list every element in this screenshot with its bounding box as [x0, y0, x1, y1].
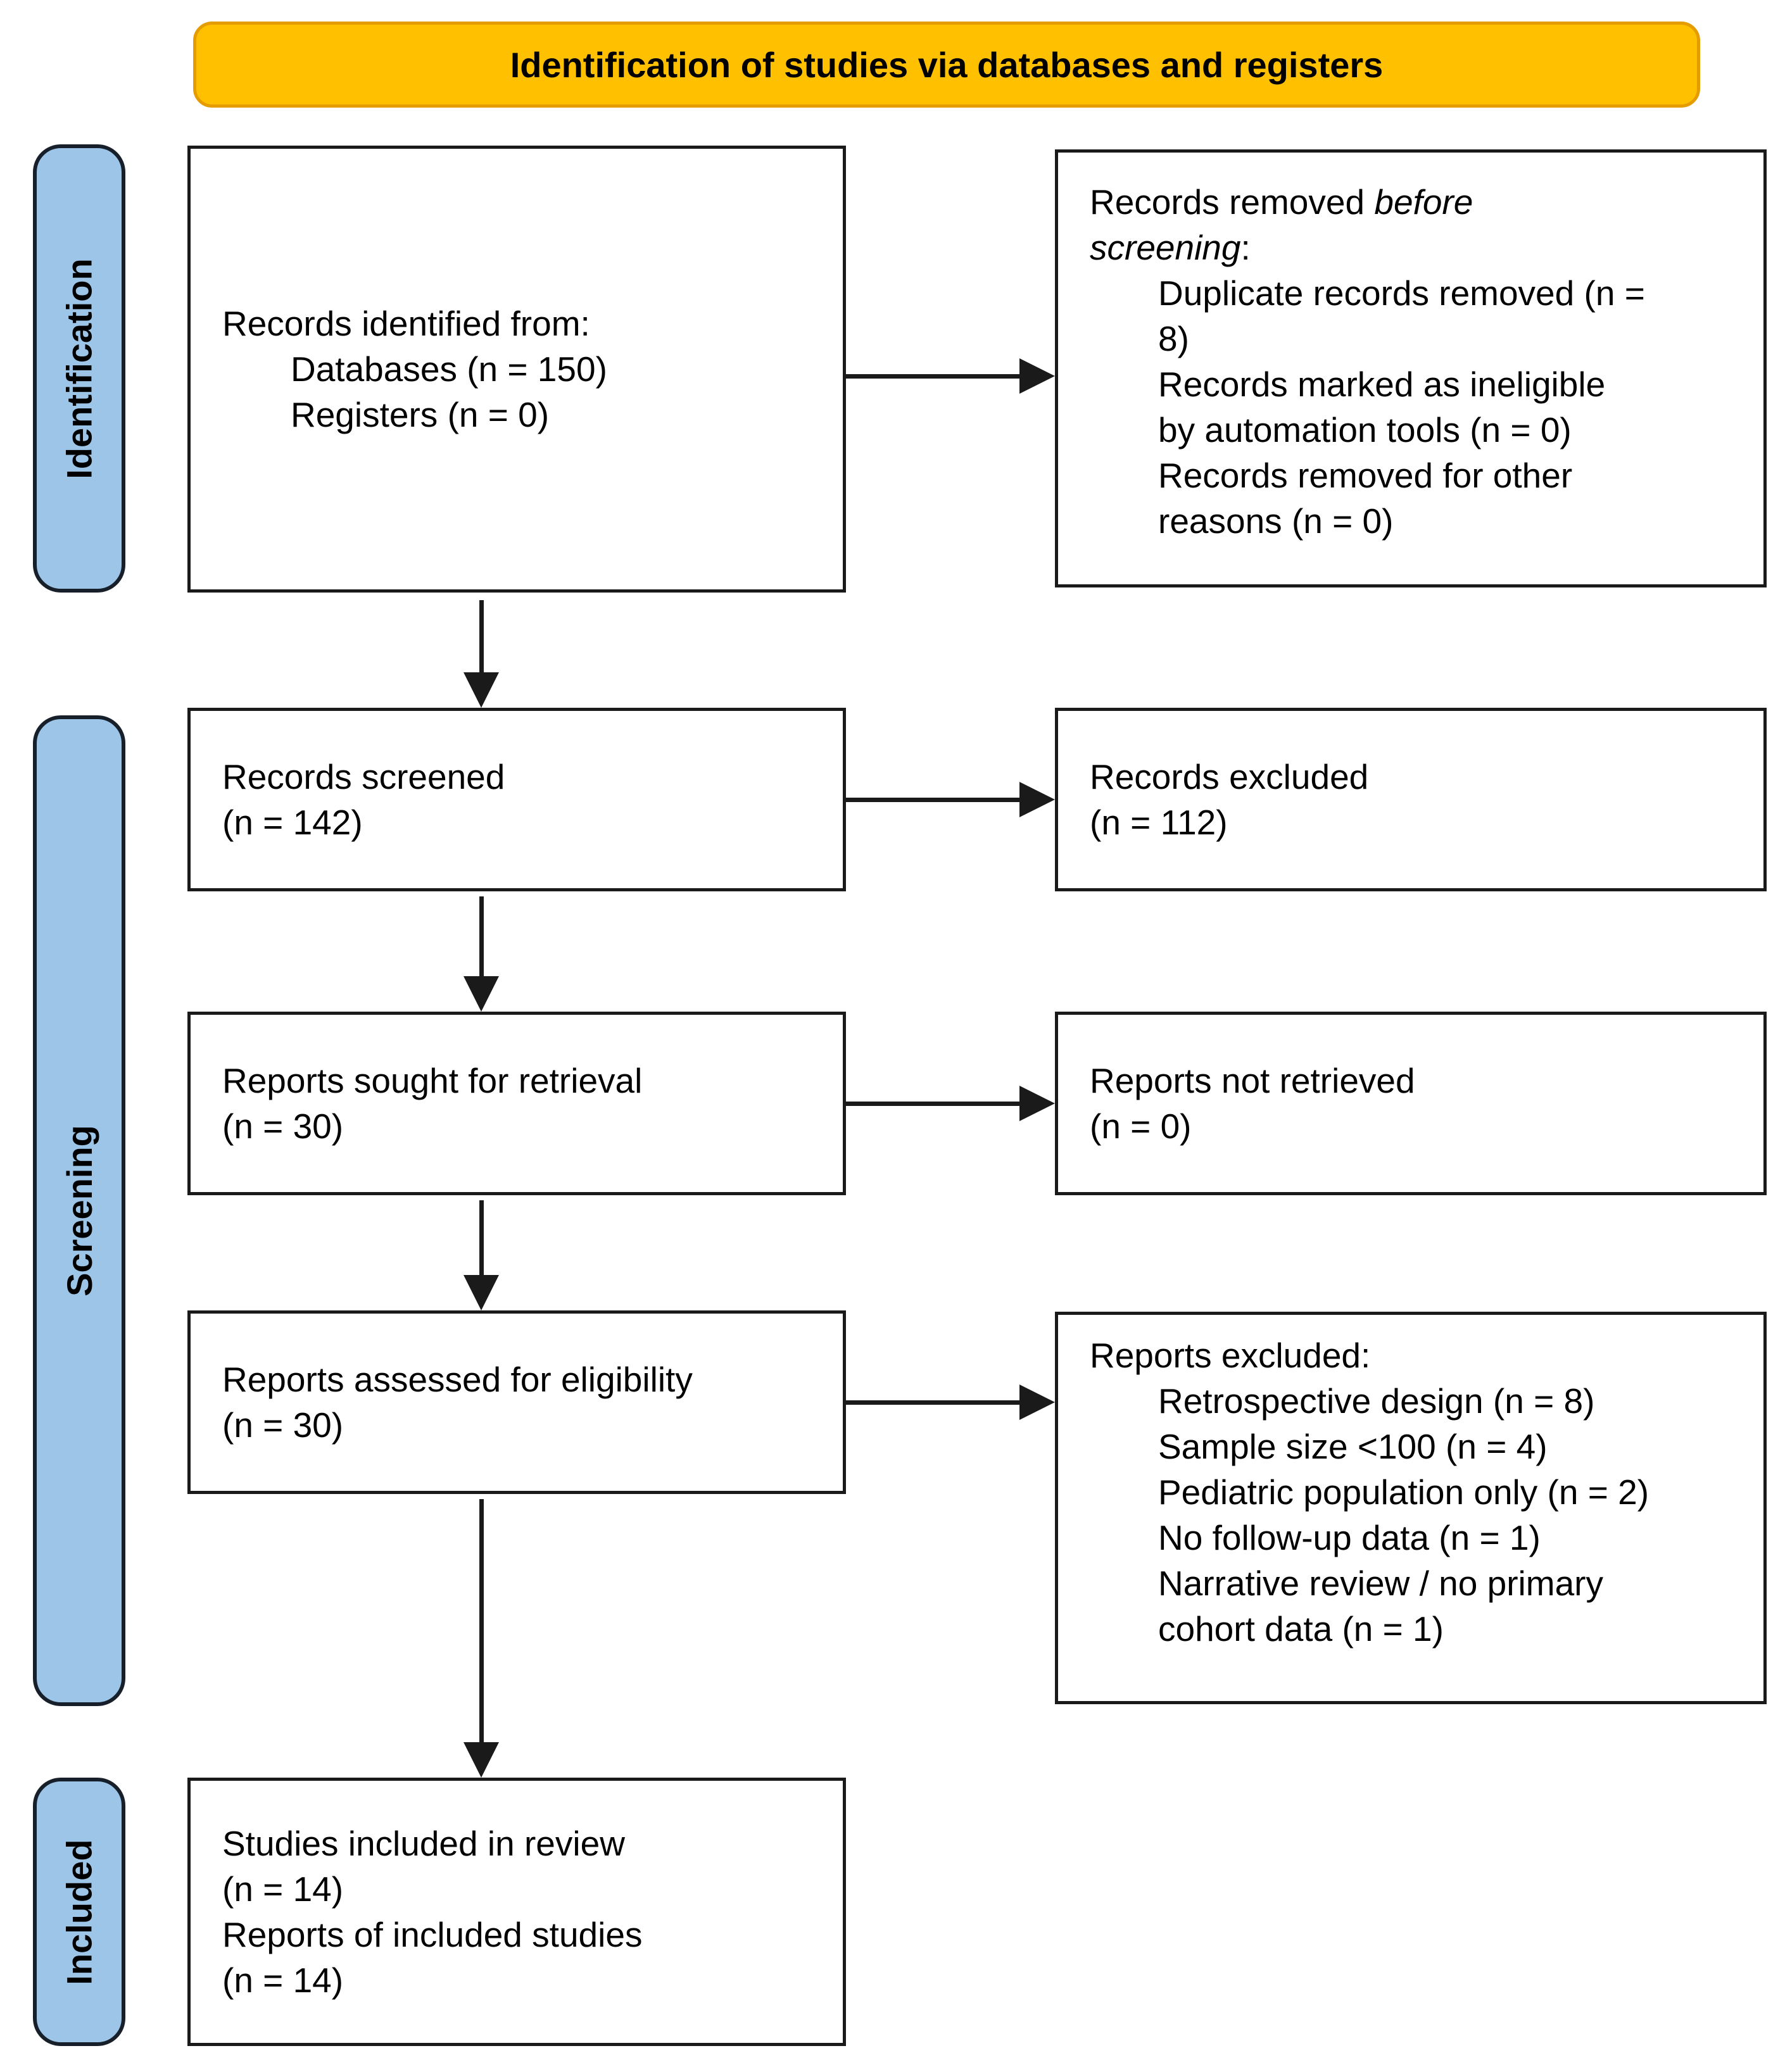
arrow-head-down-icon	[464, 672, 499, 708]
arrow-assessed-to-excluded	[846, 1384, 1055, 1420]
text-line: by automation tools (n = 0)	[1158, 410, 1572, 449]
text-line: 8)	[1158, 319, 1189, 358]
text-line: Records screened	[222, 757, 505, 796]
arrow-shaft	[479, 1499, 484, 1746]
arrow-head-right-icon	[1019, 358, 1055, 394]
text-line: Reports assessed for eligibility	[222, 1360, 693, 1399]
arrow-identified-to-removed	[846, 358, 1055, 394]
box-records-excluded	[1055, 708, 1767, 891]
arrow-head-right-icon	[1019, 1384, 1055, 1420]
text-line: No follow-up data (n = 1)	[1158, 1518, 1541, 1557]
text-line: Reports of included studies	[222, 1915, 643, 1954]
text-line: (n = 30)	[222, 1107, 344, 1146]
text-line: Records removed for other	[1158, 456, 1573, 495]
arrow-head-down-icon	[464, 976, 499, 1012]
arrow-shaft	[479, 600, 484, 676]
text-line: Sample size <100 (n = 4)	[1158, 1427, 1548, 1466]
stage-bar-screening	[33, 715, 125, 1706]
text-line: Studies included in review	[222, 1824, 625, 1863]
stage-bar-included	[33, 1778, 125, 2046]
arrow-identified-to-screened	[464, 600, 499, 708]
arrow-head-right-icon	[1019, 782, 1055, 817]
stage-label-included: Included	[59, 1838, 99, 1985]
arrow-shaft	[846, 1102, 1025, 1106]
arrow-shaft	[479, 1200, 484, 1279]
stage-bar-identification	[33, 144, 125, 593]
text-line: (n = 112)	[1090, 803, 1228, 842]
text-line: (n = 14)	[222, 1961, 344, 2000]
text-line: (n = 142)	[222, 803, 363, 842]
banner	[193, 22, 1700, 108]
text-line: (n = 14)	[222, 1869, 344, 1909]
text-line: Records excluded	[1090, 757, 1369, 796]
text-line: reasons (n = 0)	[1158, 501, 1394, 541]
text-line: (n = 30)	[222, 1405, 344, 1445]
text-line: Duplicate records removed (n =	[1158, 273, 1645, 313]
box-reports-assessed	[187, 1310, 846, 1494]
text-line: Records identified from:	[222, 304, 590, 343]
text-line: cohort data (n = 1)	[1158, 1609, 1444, 1648]
text-line: Reports excluded:	[1090, 1336, 1371, 1375]
arrow-head-down-icon	[464, 1742, 499, 1778]
box-studies-included	[187, 1778, 846, 2046]
arrow-shaft	[846, 798, 1025, 802]
text-line: Reports sought for retrieval	[222, 1061, 643, 1100]
box-records-screened	[187, 708, 846, 891]
arrow-head-right-icon	[1019, 1086, 1055, 1121]
stage-label-identification: Identification	[59, 258, 99, 479]
text-line: Reports not retrieved	[1090, 1061, 1415, 1100]
box-reports-not-retrieved	[1055, 1012, 1767, 1195]
arrow-screened-to-excluded	[846, 782, 1055, 817]
arrow-shaft	[846, 374, 1025, 379]
text-line: screening:	[1090, 228, 1251, 267]
arrow-sought-to-not-retrieved	[846, 1086, 1055, 1121]
arrow-screened-to-sought	[464, 896, 499, 1012]
text-line: (n = 0)	[1090, 1107, 1192, 1146]
text-line: Registers (n = 0)	[291, 395, 550, 434]
text-line: Pediatric population only (n = 2)	[1158, 1472, 1649, 1512]
box-records-identified	[187, 146, 846, 593]
text-line: Records removed before	[1090, 182, 1473, 222]
stage-label-screening: Screening	[59, 1125, 99, 1297]
box-reports-excluded	[1055, 1312, 1767, 1704]
text-line: Retrospective design (n = 8)	[1158, 1381, 1595, 1421]
banner-title: Identification of studies via databases and registers	[510, 44, 1384, 85]
arrow-head-down-icon	[464, 1275, 499, 1310]
arrow-sought-to-assessed	[464, 1200, 499, 1310]
text-line: Narrative review / no primary	[1158, 1564, 1603, 1603]
box-reports-sought	[187, 1012, 846, 1195]
arrow-shaft	[846, 1400, 1025, 1405]
arrow-shaft	[479, 896, 484, 980]
arrow-assessed-to-included	[464, 1499, 499, 1778]
box-records-removed-before-screening	[1055, 149, 1767, 587]
text-line: Databases (n = 150)	[291, 349, 607, 389]
text-line: Records marked as ineligible	[1158, 365, 1606, 404]
